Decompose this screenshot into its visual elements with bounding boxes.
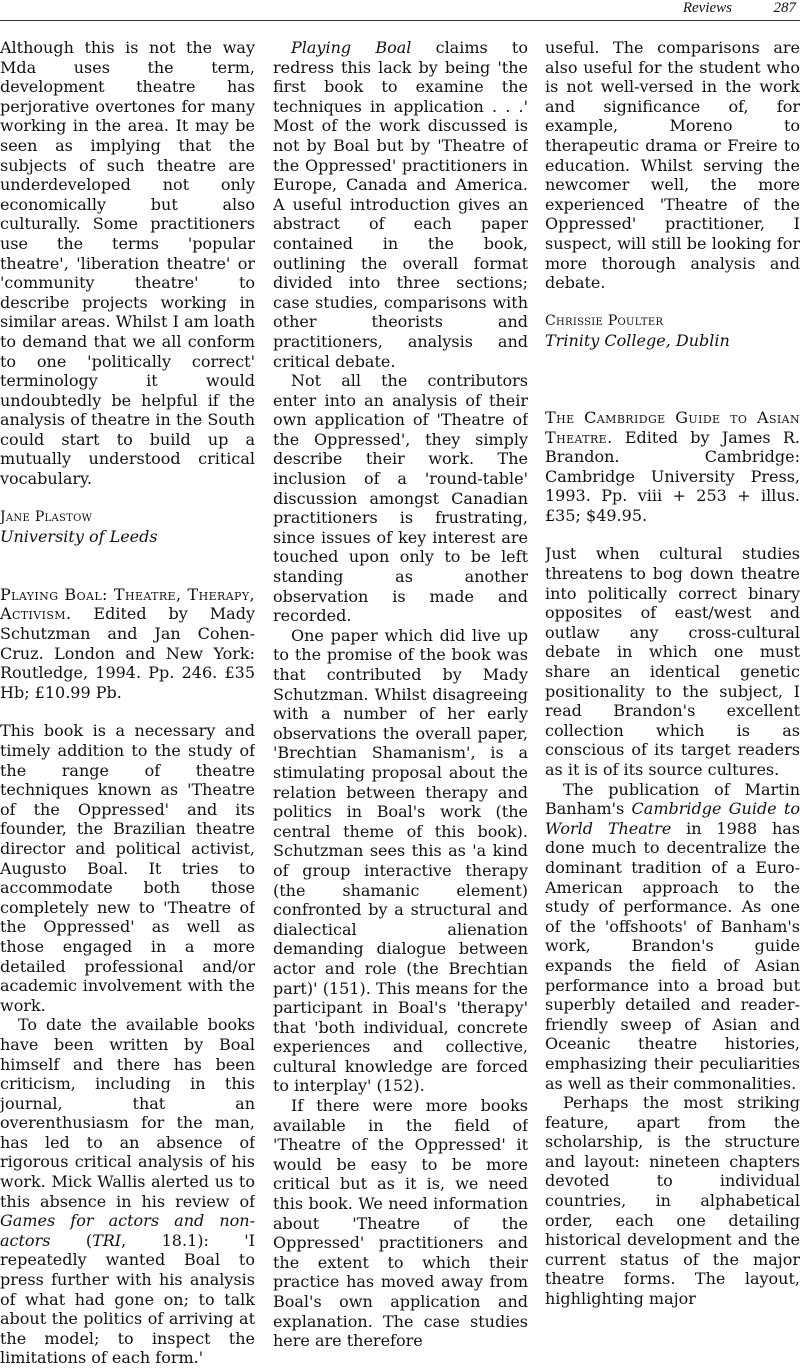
reviewer-name: Jane Plastow [0, 508, 93, 525]
reviewer-affiliation: University of Leeds [0, 527, 158, 547]
review-book-title: Playing Boal: Theatre, Therapy, Activism. [0, 584, 255, 624]
cited-title: Games for actors and non-actors [0, 1211, 255, 1250]
paragraph: Perhaps the most striking feature, apart from the scholarship, is the structure and layout: nineteen chapters devoted to individual countries, in alphabetical order, each one detailing historical development and the current status of the major theatre forms. The layout, highlighting major [545, 1093, 800, 1309]
paragraph [0, 1015, 255, 1368]
page-number: 287 [773, 0, 796, 16]
paragraph: useful. The comparisons are also useful for the student who is not well-versed in the work and significance of, for example, Moreno to therapeutic drama or Freire to education. Whilst serving the newcomer well, the more experienced 'Theatre of the Oppressed' practitioner, I suspect, will still be looking for more thorough analysis and debate. [545, 38, 800, 293]
text-run: To date the available books have been written by Boal himself and there has been criticism, including in this journal, that an overenthusiasm for the man, has led to an absence of rigorous critical analysis of his work. Mick Wallis alerted us to this absence in his review of [0, 1015, 255, 1211]
column-1 [0, 38, 255, 1368]
review-book-title: The Cambridge Guide to Asian Theatre. [545, 407, 800, 447]
cited-title: Playing Boal [291, 38, 412, 57]
paragraph: If there were more books available in the field of 'Theatre of the Oppressed' it would be easy to be more critical but as it is, we need this book. We need information about 'Theatre of the Oppressed' practitioners and the extent to which their practice has moved away from Boal's own application and explanation. The case studies here are therefore [273, 1096, 528, 1351]
review-heading [545, 408, 800, 526]
journal-abbrev: TRI [92, 1230, 122, 1250]
review-heading [0, 585, 255, 703]
text-run: The publication of Martin Banham's [545, 779, 800, 819]
text-run: claims to redress this lack by being 'the first book to examine the techniques in application . . .' Most of the work discussed is not by Boal but by 'Theatre of the Oppressed' practitioners in Europe, Canada and America. A useful introduction gives an abstract of each paper contained in the book, outlining the overall format divided into three sections; case studies, comparisons with other theorists and practitioners, analysis and critical debate. [273, 38, 528, 371]
paragraph: This book is a necessary and timely addition to the study of the range of theatre techniques known as 'Theatre of the Oppressed' and its founder, the Brazilian theatre director and political activist, Augusto Boal. It tries to accommodate both those completely new to 'Theatre of the Oppressed' as well as those engaged in a more detailed professional and/or academic involvement with the work. [0, 721, 255, 1015]
paragraph: Although this is not the way Mda uses the term, development theatre has perjorative overtones for many working in the area. It may be seen as implying that the subjects of such theatre are underdeveloped not only economically but also culturally. Some practitioners use the terms 'popular theatre', 'liberation theatre' or 'community theatre' to describe projects working in similar areas. Whilst I am loath to demand that we all conform to one 'politically correct' terminology it would undoubtedly be helpful if the analysis of theatre in the South could start to build up a mutually understood critical vocabulary. [0, 38, 255, 489]
review-book-details: Edited by James R. Brandon. Cambridge: Cambridge University Press, 1993. Pp. viii + 253 + illus. £35; $49.95. [545, 427, 800, 525]
text-run: , 18.1): 'I repeatedly wanted Boal to press further with his analysis of what had gone on; to talk about the politics of arriving at the model; to inspect the limitations of each form.' [0, 1230, 255, 1368]
review-book-details: Edited by Mady Schutzman and Jan Cohen-Cruz. London and New York: Routledge, 1994. Pp. 246. £35 Hb; £10.99 Pb. [0, 604, 255, 702]
paragraph: One paper which did live up to the promise of the book was that contributed by Mady Schutzman. Whilst disagreeing with a number of her early observations the overall paper, 'Brechtian Shamanism', is a stimulating proposal about the relation between therapy and politics in Boal's work (the central theme of this book). Schutzman sees this as 'a kind of group interactive therapy (the shamanic element) confronted by a structural and dialectical alienation demanding dialogue between actor and role (the Brechtian part)' (151). This means for the participant in Boal's 'therapy' that 'both individual, concrete experiences and collective, cultural knowledge are forced to interplay' (152). [273, 625, 528, 1096]
text-run: in 1988 has done much to decentralize the dominant tradition of a Euro-American approach to the study of performance. As one of the 'offshoots' of Banham's work, Brandon's guide expands the field of Asian performance into a broad but superbly detailed and reader-friendly sweep of Asian and Oceanic theatre histories, emphasizing their peculiarities as well as their commonalities. [545, 818, 800, 1093]
column-3 [545, 38, 800, 1309]
paragraph: Just when cultural studies threatens to bog down theatre into politically correct binary opposites of east/west and outlaw any cross-cultural debate in which one must share an identical genetic positionality to the subject, I read Brandon's excellent collection which is as conscious of its target readers as it is of its source cultures. [545, 544, 800, 779]
column-2 [273, 38, 528, 1351]
cited-title: Cambridge Guide to World Theatre [545, 799, 800, 838]
paragraph: Not all the contributors enter into an analysis of their own application of 'Theatre of the Oppressed', they simply describe their work. The inclusion of a 'round-table' discussion amongst Canadian practitioners is frustrating, since issues of key interest are touched upon only to be left standing as another observation is made and recorded. [273, 371, 528, 626]
paragraph [545, 780, 800, 1094]
running-header [0, 0, 800, 18]
running-header-section: Reviews [682, 0, 732, 16]
paragraph [273, 38, 528, 371]
text-run: ( [50, 1230, 93, 1250]
reviewer-name: Chrissie Poulter [545, 312, 664, 329]
header-rule [0, 20, 800, 21]
reviewer-affiliation: Trinity College, Dublin [545, 331, 730, 351]
